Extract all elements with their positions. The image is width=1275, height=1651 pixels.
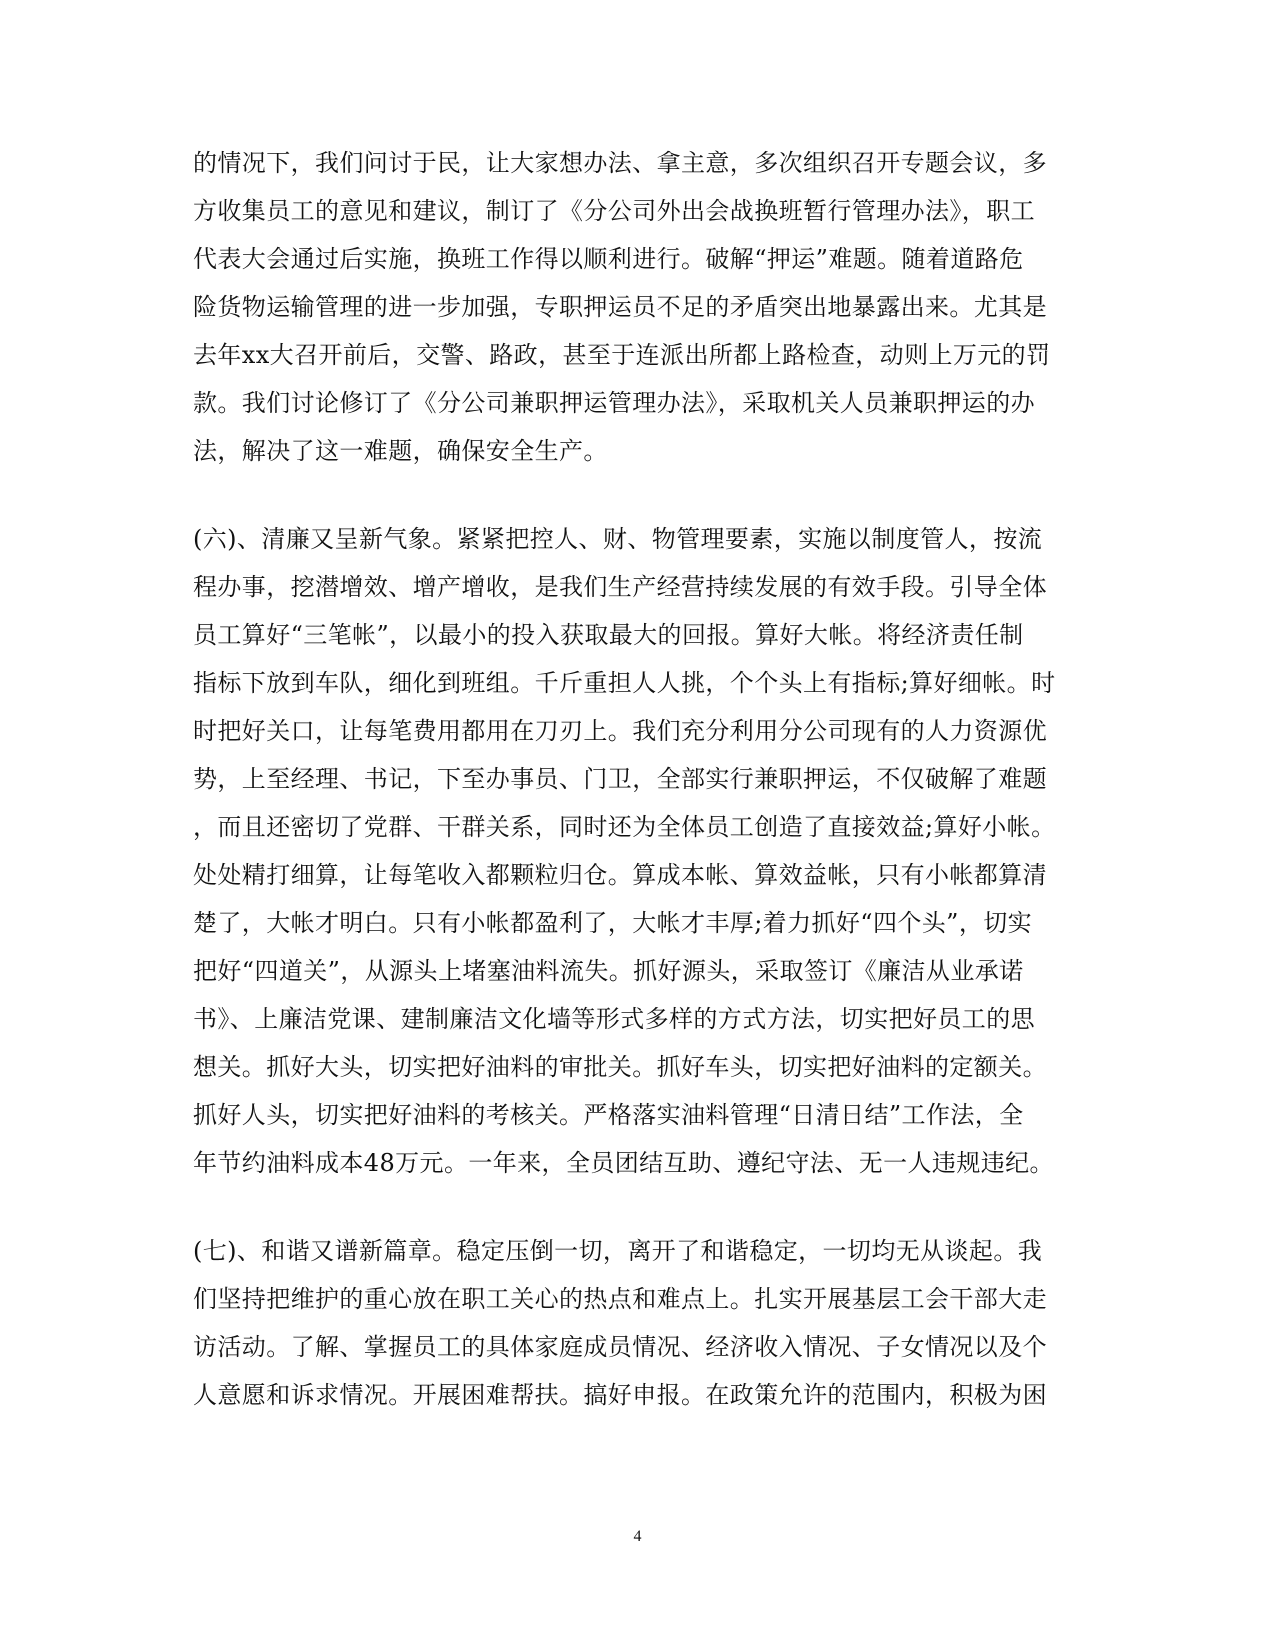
paragraph-1-line-1: 的情况下，我们问讨于民，让大家想办法、拿主意，多次组织召开专题会议，多 xyxy=(193,149,1047,177)
paragraph-2-line-1: (六)、清廉又呈新气象。紧紧把控人、财、物管理要素，实施以制度管人，按流 xyxy=(193,525,1043,553)
paragraph-1-line-7: 法，解决了这一难题，确保安全生产。 xyxy=(193,437,608,465)
paragraph-2-line-14: 年节约油料成本48万元。一年来，全员团结互助、遵纪守法、无一人违规违纪。 xyxy=(193,1149,1054,1177)
paragraph-1-line-2: 方收集员工的意见和建议，制订了《分公司外出会战换班暂行管理办法》，职工 xyxy=(193,197,1035,225)
paragraph-1-line-4: 险货物运输管理的进一步加强，专职押运员不足的矛盾突出地暴露出来。尤其是 xyxy=(193,293,1047,321)
paragraph-1-line-3: 代表大会通过后实施，换班工作得以顺利进行。破解“押运”难题。随着道路危 xyxy=(193,245,1024,273)
paragraph-1-line-5: 去年xx大召开前后，交警、路政，甚至于连派出所都上路检查，动则上万元的罚 xyxy=(193,341,1051,369)
paragraph-2-line-3: 员工算好“三笔帐”，以最小的投入获取最大的回报。算好大帐。将经济责任制 xyxy=(193,621,1024,649)
paragraph-3-line-3: 访活动。了解、掌握员工的具体家庭成员情况、经济收入情况、子女情况以及个 xyxy=(193,1333,1047,1361)
paragraph-2-line-10: 把好“四道关”，从源头上堵塞油料流失。抓好源头，采取签订《廉洁从业承诺 xyxy=(193,957,1024,985)
paragraph-2-line-9: 楚了，大帐才明白。只有小帐都盈利了，大帐才丰厚;着力抓好“四个头”，切实 xyxy=(193,909,1033,937)
paragraph-2-line-5: 时把好关口，让每笔费用都用在刀刃上。我们充分利用分公司现有的人力资源优 xyxy=(193,717,1047,745)
paragraph-2-line-7: ，而且还密切了党群、干群关系，同时还为全体员工创造了直接效益;算好小帐。 xyxy=(193,813,1056,841)
paragraph-3-line-1: (七)、和谐又谱新篇章。稳定压倒一切，离开了和谐稳定，一切均无从谈起。我 xyxy=(193,1237,1043,1265)
paragraph-2-line-12: 想关。抓好大头，切实把好油料的审批关。抓好车头，切实把好油料的定额关。 xyxy=(193,1053,1047,1081)
paragraph-2-line-6: 势，上至经理、书记，下至办事员、门卫，全部实行兼职押运，不仅破解了难题 xyxy=(193,765,1047,793)
paragraph-3-line-4: 人意愿和诉求情况。开展困难帮扶。搞好申报。在政策允许的范围内，积极为困 xyxy=(193,1381,1047,1409)
paragraph-2-line-11: 书》、上廉洁党课、建制廉洁文化墙等形式多样的方式方法，切实把好员工的思 xyxy=(193,1005,1035,1033)
paragraph-3-line-2: 们坚持把维护的重心放在职工关心的热点和难点上。扎实开展基层工会干部大走 xyxy=(193,1285,1047,1313)
paragraph-2-line-8: 处处精打细算，让每笔收入都颗粒归仓。算成本帐、算效益帐，只有小帐都算清 xyxy=(193,861,1047,889)
paragraph-2-line-4: 指标下放到车队，细化到班组。千斤重担人人挑，个个头上有指标;算好细帐。时 xyxy=(193,669,1056,697)
paragraph-2-line-2: 程办事，挖潜增效、增产增收，是我们生产经营持续发展的有效手段。引导全体 xyxy=(193,573,1047,601)
page-number: 4 xyxy=(633,1528,642,1545)
paragraph-1-line-6: 款。我们讨论修订了《分公司兼职押运管理办法》，采取机关人员兼职押运的办 xyxy=(193,389,1035,417)
paragraph-2-line-13: 抓好人头，切实把好油料的考核关。严格落实油料管理“日清日结”工作法，全 xyxy=(193,1101,1024,1129)
